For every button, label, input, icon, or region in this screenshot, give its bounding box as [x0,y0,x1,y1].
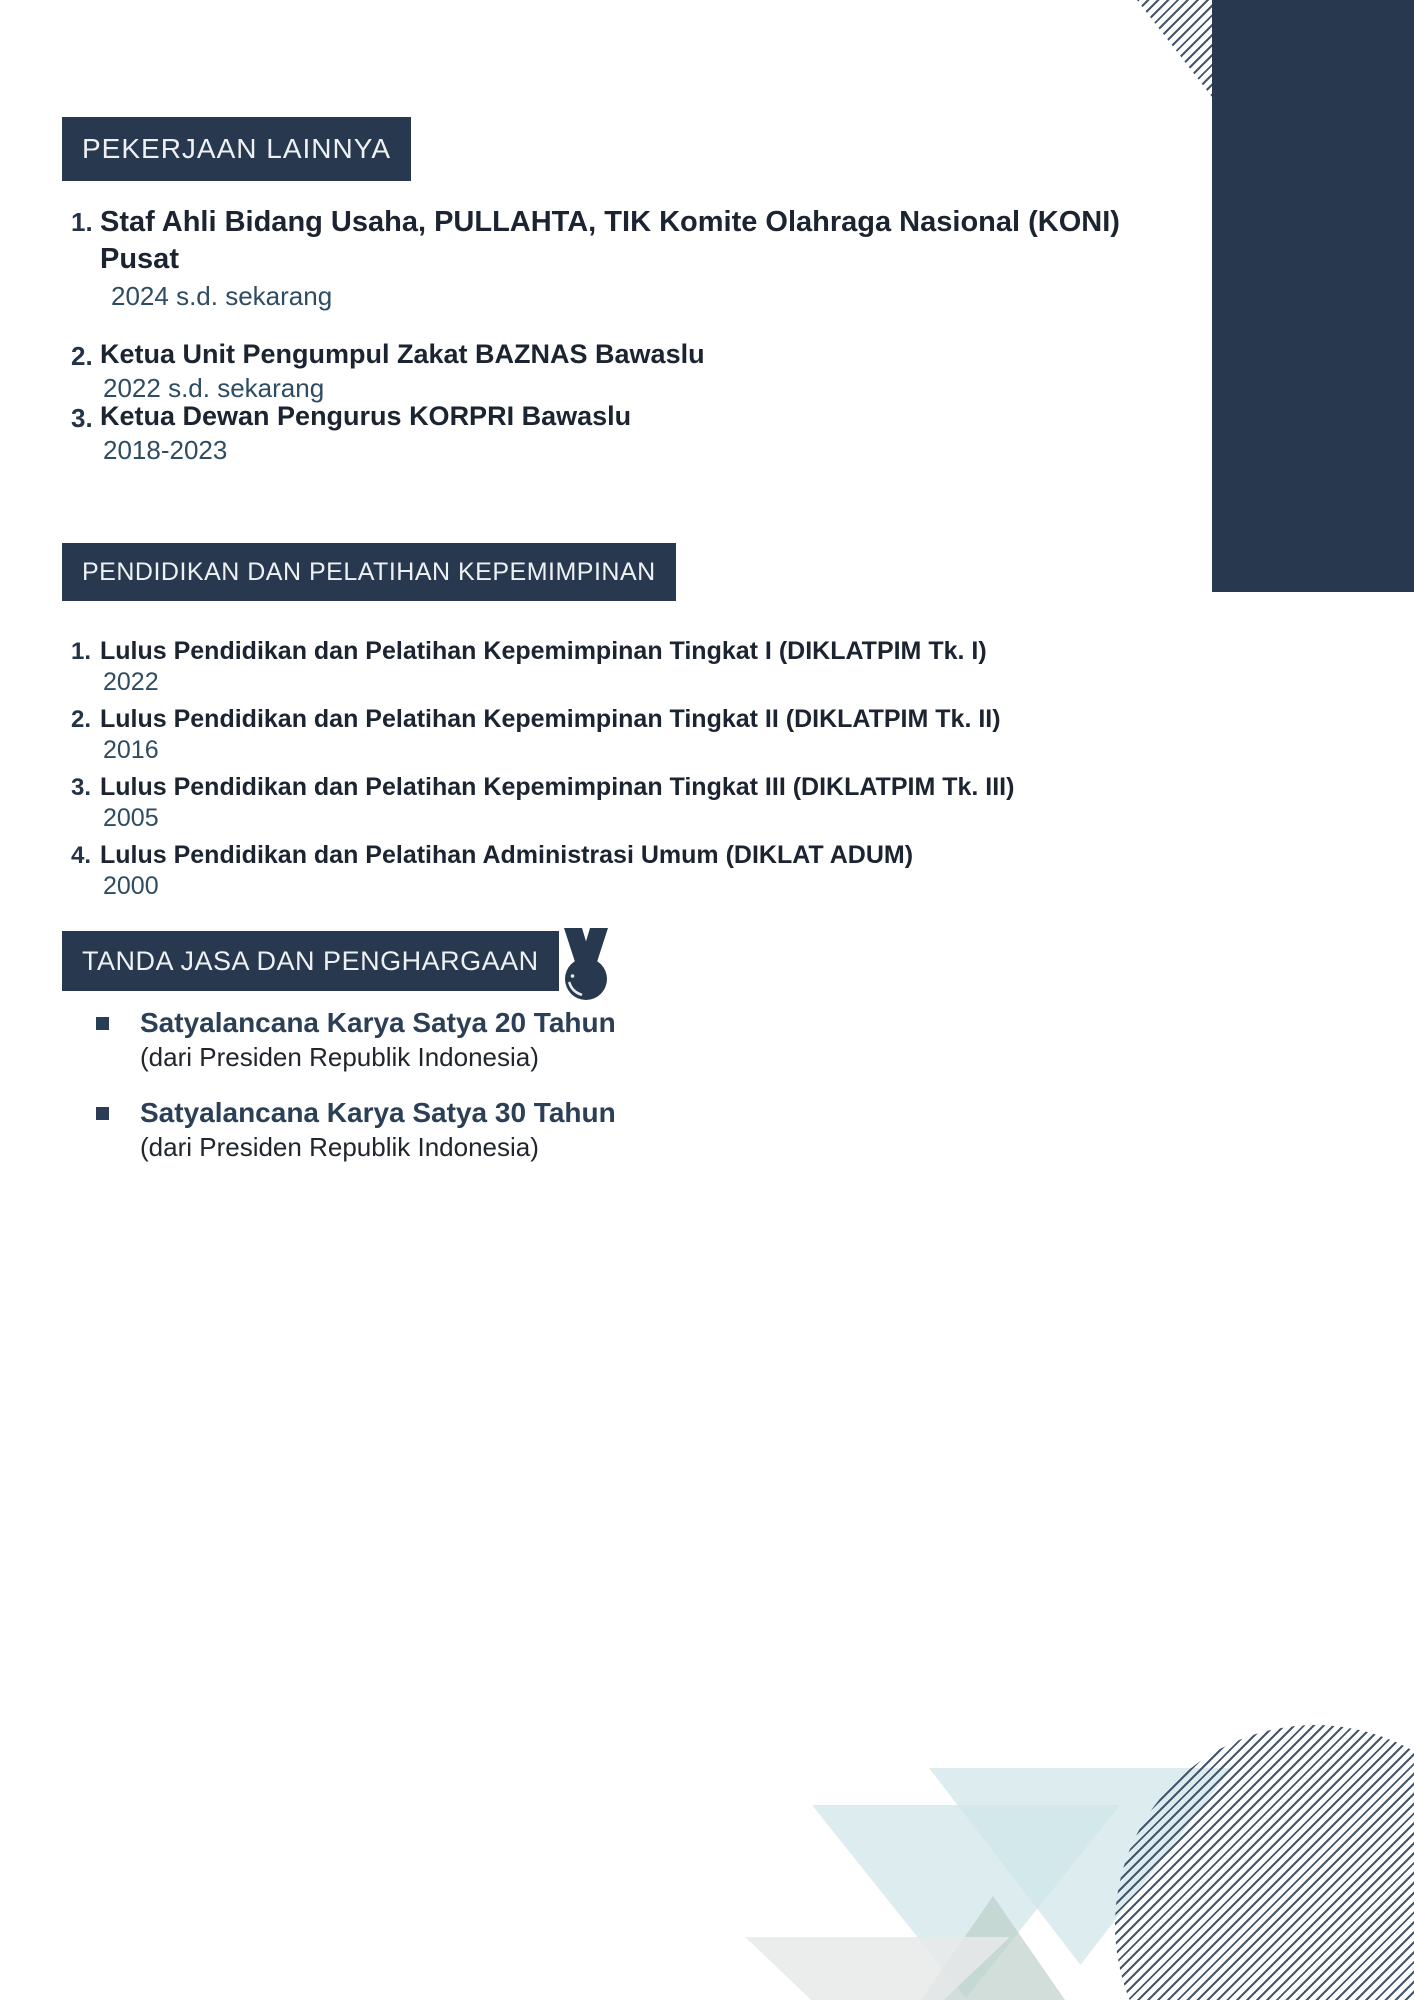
award-source: (dari Presiden Republik Indonesia) [140,1132,539,1162]
award-title: Satyalancana Karya Satya 30 Tahun [140,1097,616,1128]
item-title: Lulus Pendidikan dan Pelatihan Kepemimpinan Tingkat II (DIKLATPIM Tk. II) [100,705,1001,733]
list-item [62,204,1160,311]
section-title: PENDIDIKAN DAN PELATIHAN KEPEMIMPINAN [82,558,656,586]
list-item [62,338,1160,403]
item-period: 2000 [103,872,159,900]
award-source: (dari Presiden Republik Indonesia) [140,1042,539,1072]
section-header-pekerjaan-lainnya [62,117,411,181]
item-title: Staf Ahli Bidang Usaha, PULLAHTA, TIK Komite Olahraga Nasional (KONI) Pusat [100,206,1120,275]
item-period: 2022 [103,668,159,696]
item-title: Lulus Pendidikan dan Pelatihan Kepemimpinan Tingkat I (DIKLATPIM Tk. I) [100,637,987,665]
item-number: 3. [71,403,93,433]
bottom-right-hatch-circle [1115,1725,1414,2000]
item-title: Ketua Dewan Pengurus KORPRI Bawaslu [100,401,632,431]
item-title: Lulus Pendidikan dan Pelatihan Kepemimpinan Tingkat III (DIKLATPIM Tk. III) [100,773,1015,801]
top-right-hatch-wedge [1137,0,1212,97]
item-period: 2016 [103,736,159,764]
award-title: Satyalancana Karya Satya 20 Tahun [140,1007,616,1038]
top-right-navy-panel [1212,0,1414,592]
item-number: 2. [71,341,93,371]
section-title: TANDA JASA DAN PENGHARGAAN [82,946,539,976]
list-item [62,840,1242,900]
item-number: 4. [71,842,92,869]
item-title: Lulus Pendidikan dan Pelatihan Administrasi Umum (DIKLAT ADUM) [100,841,914,869]
item-period: 2022 s.d. sekarang [103,373,325,403]
square-bullet-icon [96,1017,109,1030]
item-title: Ketua Unit Pengumpul Zakat BAZNAS Bawaslu [100,339,705,369]
list-item [62,704,1242,764]
item-period: 2018-2023 [103,435,228,465]
item-number: 2. [71,706,92,733]
item-period: 2005 [103,804,159,832]
award-item [96,1006,616,1072]
item-period: 2024 s.d. sekarang [111,281,333,311]
award-item [96,1096,616,1162]
item-number: 1. [71,207,93,237]
list-item [62,772,1242,832]
section-header-tanda-jasa [62,931,559,991]
square-bullet-icon [96,1107,109,1120]
medal-icon [560,928,612,1002]
list-item [62,636,1242,696]
section-title: PEKERJAAN LAINNYA [82,133,392,164]
item-number: 1. [71,638,92,665]
section-header-pendidikan-pelatihan [62,543,676,601]
item-number: 3. [71,774,92,801]
list-item [62,400,1160,465]
